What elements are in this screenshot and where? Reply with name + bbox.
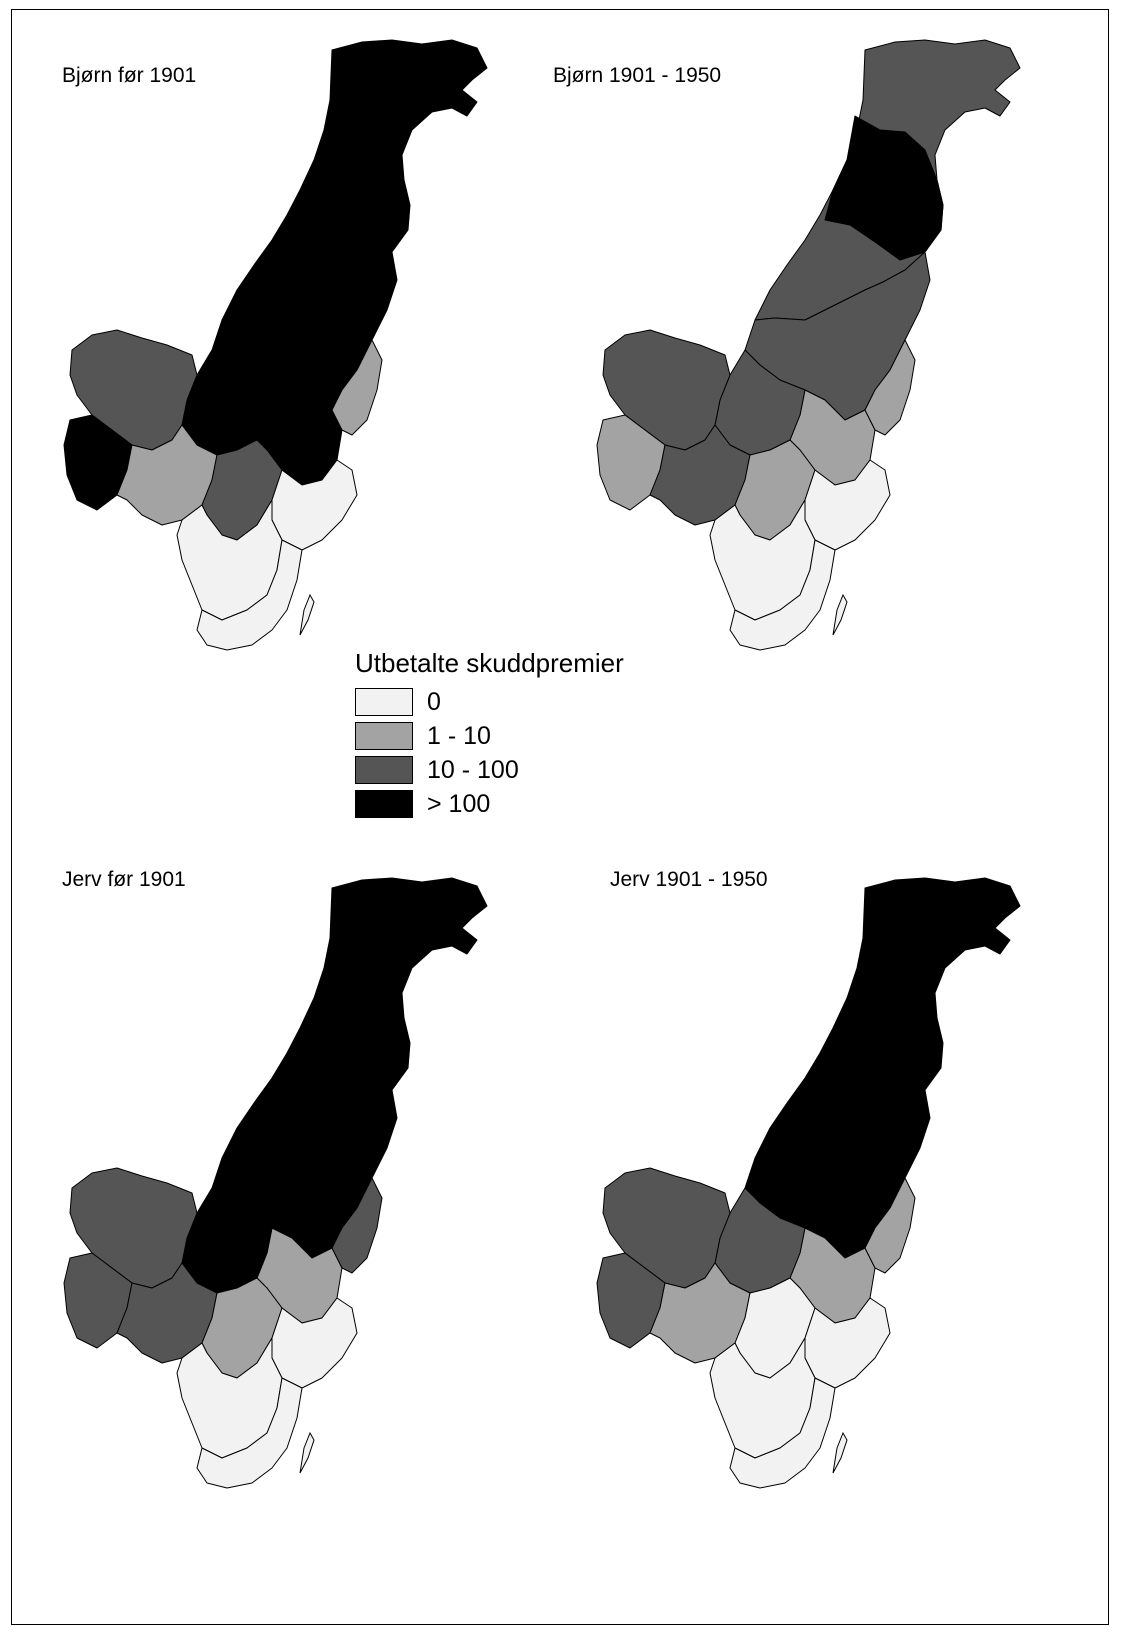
legend-item	[355, 787, 624, 821]
legend-swatch	[355, 688, 413, 716]
map-region-north	[222, 878, 487, 1158]
panel-title: Bjørn før 1901	[62, 64, 197, 87]
scandinavia-map	[565, 858, 1055, 1508]
map-region-island	[833, 1433, 847, 1473]
map-region-island	[300, 595, 314, 635]
map-panel-wolverine-before-1901	[32, 858, 522, 1508]
panel-title: Jerv før 1901	[62, 868, 186, 891]
scandinavia-map	[32, 20, 522, 670]
legend	[355, 648, 624, 821]
legend-swatch	[355, 756, 413, 784]
legend-item	[355, 719, 624, 753]
map-panel-bear-before-1901	[32, 20, 522, 670]
legend-item	[355, 685, 624, 719]
legend-label: > 100	[427, 789, 491, 818]
panel-title: Bjørn 1901 - 1950	[553, 64, 722, 87]
map-region-north	[222, 40, 487, 320]
scandinavia-map	[32, 858, 522, 1508]
legend-swatch	[355, 722, 413, 750]
scandinavia-map	[565, 20, 1055, 670]
map-panel-wolverine-1901-1950	[565, 858, 1055, 1508]
map-panel-bear-1901-1950	[565, 20, 1055, 670]
map-region-north	[755, 878, 1020, 1158]
legend-swatch	[355, 790, 413, 818]
legend-title: Utbetalte skuddpremier	[355, 648, 624, 678]
map-region-island	[833, 595, 847, 635]
legend-label: 0	[427, 687, 441, 716]
legend-item	[355, 753, 624, 787]
legend-label: 10 - 100	[427, 755, 519, 784]
legend-label: 1 - 10	[427, 721, 491, 750]
panel-title: Jerv 1901 - 1950	[610, 868, 768, 891]
map-region-island	[300, 1433, 314, 1473]
